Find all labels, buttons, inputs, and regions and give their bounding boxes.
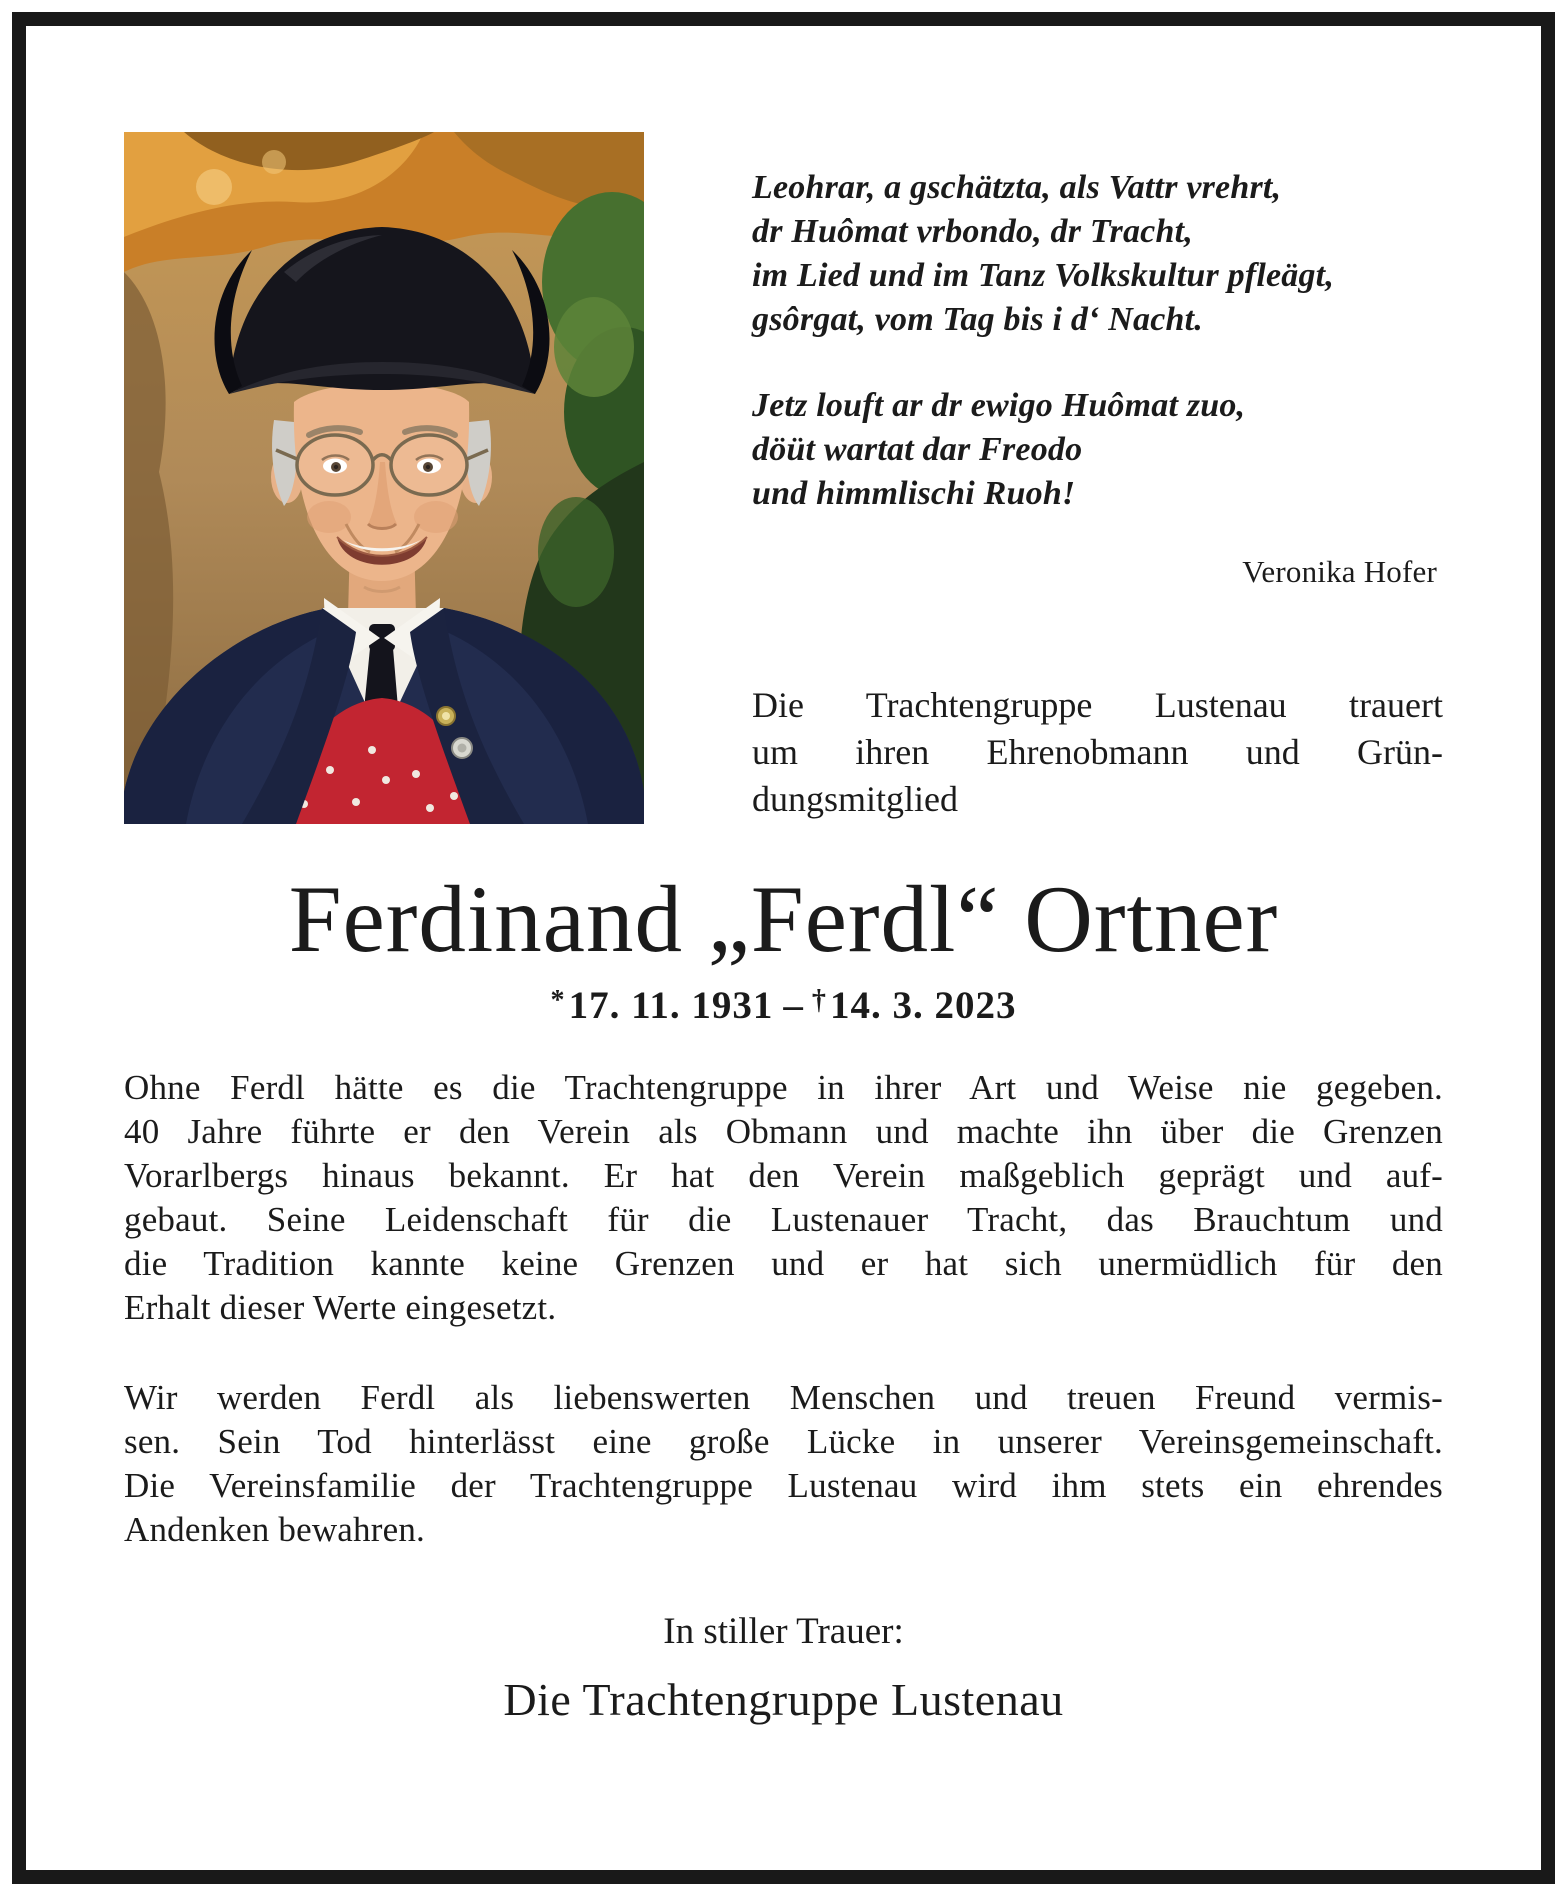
birth-date: 17. 11. 1931 [568,983,774,1027]
death-symbol: † [811,984,827,1016]
portrait-illustration [124,132,644,824]
poem-author: Veronika Hofer [1242,554,1437,589]
deceased-name: Ferdinand „Ferdl“ Ortner [288,866,1279,972]
right-column [752,132,1443,824]
closing-label: In stiller Trauer: [663,1610,904,1652]
dialect-poem [752,166,1443,594]
obituary-content [26,132,1541,1896]
birth-symbol: * [550,984,566,1016]
mourning-intro-text: Die Trachtengruppe Lustenau trauert um ihren Ehrenobmann und Grün- dungsmitglied [752,685,1443,819]
obituary-paragraph-2: Wir werden Ferdl als liebenswerten Menschen und treuen Freund vermis- sen. Sein Tod hinterlässt eine große Lücke in unserer Vereinsgemeinschaft. Die Vereinsfamilie der Trachtengruppe Lustenau wird ihm stets ein ehrendes Andenken bewahren. [124,1377,1443,1549]
portrait-photo [124,132,644,824]
death-date: 14. 3. 2023 [829,983,1017,1027]
dates-dash: – [783,983,804,1027]
poem-stanza-2: Jetz louft ar dr ewigo Huômat zuo, döüt wartat dar Freodo und himmlischi Ruoh! [752,387,1246,512]
obituary-paragraph-1: Ohne Ferdl hätte es die Trachtengruppe in ihrer Art und Weise nie gegeben. 40 Jahre führte er den Verein als Obmann und machte ihn über die Grenzen Vorarlbergs hinaus bekannt. Er hat den Verein maßgeblich geprägt und auf- gebaut. Seine Leidenschaft für die Lustenauer Tracht, das Brauchtum und die Tradition kannte keine Grenzen und er hat sich unermüdlich für den Erhalt dieser Werte eingesetzt. [124,1067,1443,1327]
closing-signature: Die Trachtengruppe Lustenau [503,1673,1064,1725]
poem-stanza-1: Leohrar, a gschätzta, als Vattr vrehrt, dr Huômat vrbondo, dr Tracht, im Lied und im Tanz Volkskultur pfleägt, gsôrgat, vom Tag bis i d‘ Nacht. [752,169,1335,338]
life-dates [124,983,1443,1028]
top-row [124,132,1443,824]
border-frame [12,12,1555,1884]
